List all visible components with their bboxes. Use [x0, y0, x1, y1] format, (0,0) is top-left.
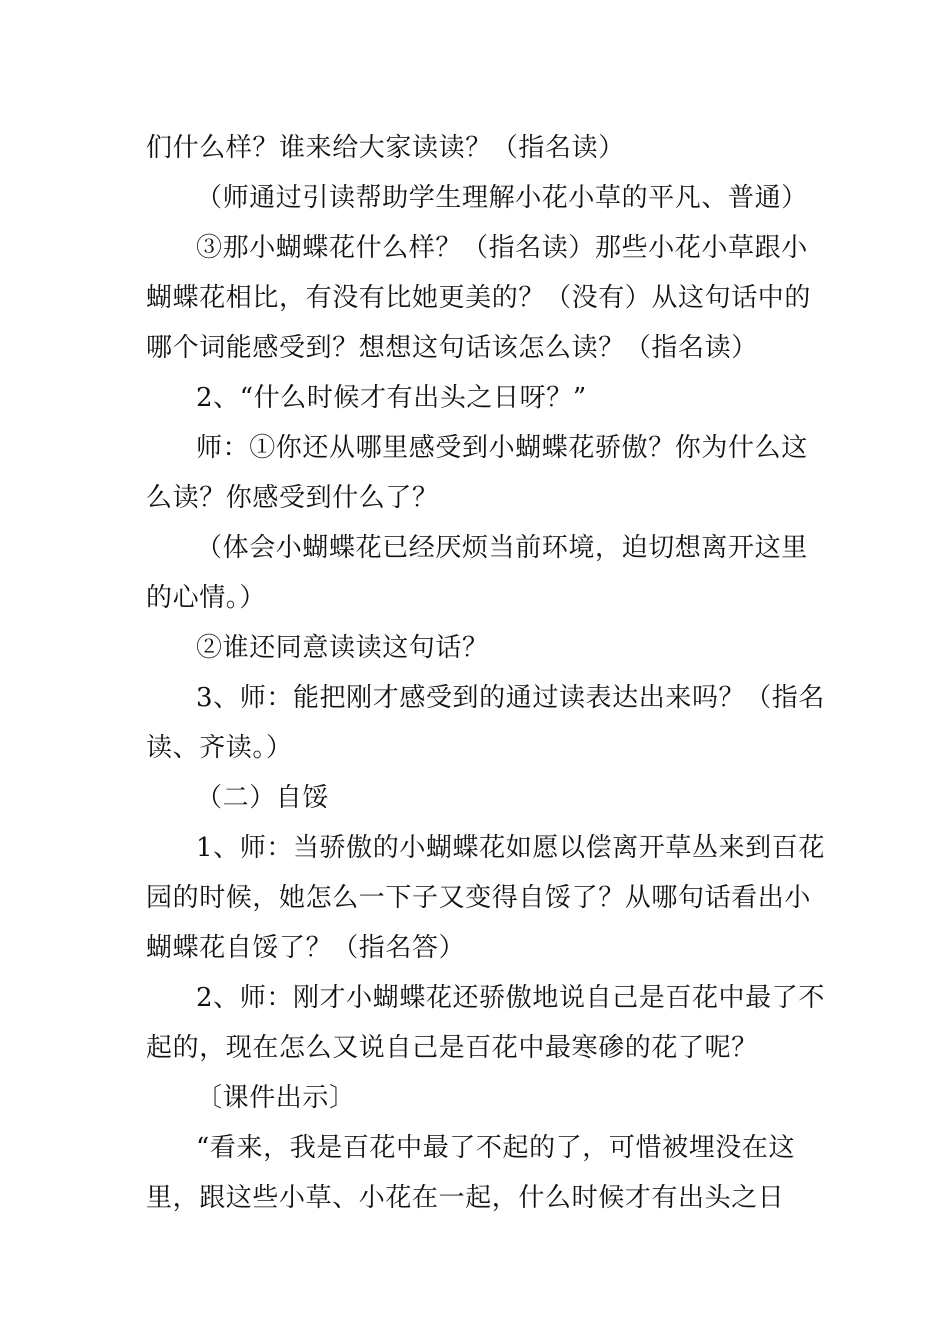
text-line: 3、师：能把刚才感受到的通过读表达出来吗？（指名 — [196, 683, 825, 713]
text-line: 2、“什么时候才有出头之日呀？” — [196, 383, 587, 413]
text-line: 蝴蝶花相比，有没有比她更美的？（没有）从这句话中的 — [146, 283, 812, 313]
text-line: 哪个词能感受到？想想这句话该怎么读？（指名读） — [146, 333, 758, 363]
text-line: 2、师：刚才小蝴蝶花还骄傲地说自己是百花中最了不 — [196, 983, 825, 1013]
section-heading: （二）自馁 — [196, 783, 330, 813]
text-line: 的心情。） — [146, 583, 267, 613]
text-line: 么读？你感受到什么了？ — [146, 483, 439, 513]
text-line: 师：①你还从哪里感受到小蝴蝶花骄傲？你为什么这 — [196, 433, 808, 463]
text-line: 读、齐读。） — [146, 733, 293, 763]
text-line: ③那小蝴蝶花什么样？（指名读）那些小花小草跟小 — [196, 233, 808, 263]
quote-line: “看来，我是百花中最了不起的了，可惜被埋没在这 — [196, 1133, 796, 1163]
text-line: 们什么样？谁来给大家读读？（指名读） — [146, 133, 625, 163]
text-line: 起的，现在怎么又说自己是百花中最寒碜的花了呢？ — [146, 1033, 758, 1063]
text-line: （体会小蝴蝶花已经厌烦当前环境，迫切想离开这里 — [196, 533, 808, 563]
text-line: ②谁还同意读读这句话？ — [196, 633, 489, 663]
text-line: 〔课件出示〕 — [196, 1083, 356, 1113]
text-line: 园的时候，她怎么一下子又变得自馁了？从哪句话看出小 — [146, 883, 812, 913]
quote-line: 里，跟这些小草、小花在一起，什么时候才有出头之日 — [146, 1183, 785, 1213]
text-line: 1、师：当骄傲的小蝴蝶花如愿以偿离开草丛来到百花 — [196, 833, 825, 863]
text-line: （师通过引读帮助学生理解小花小草的平凡、普通） — [196, 183, 808, 213]
text-line: 蝴蝶花自馁了？（指名答） — [146, 933, 466, 963]
